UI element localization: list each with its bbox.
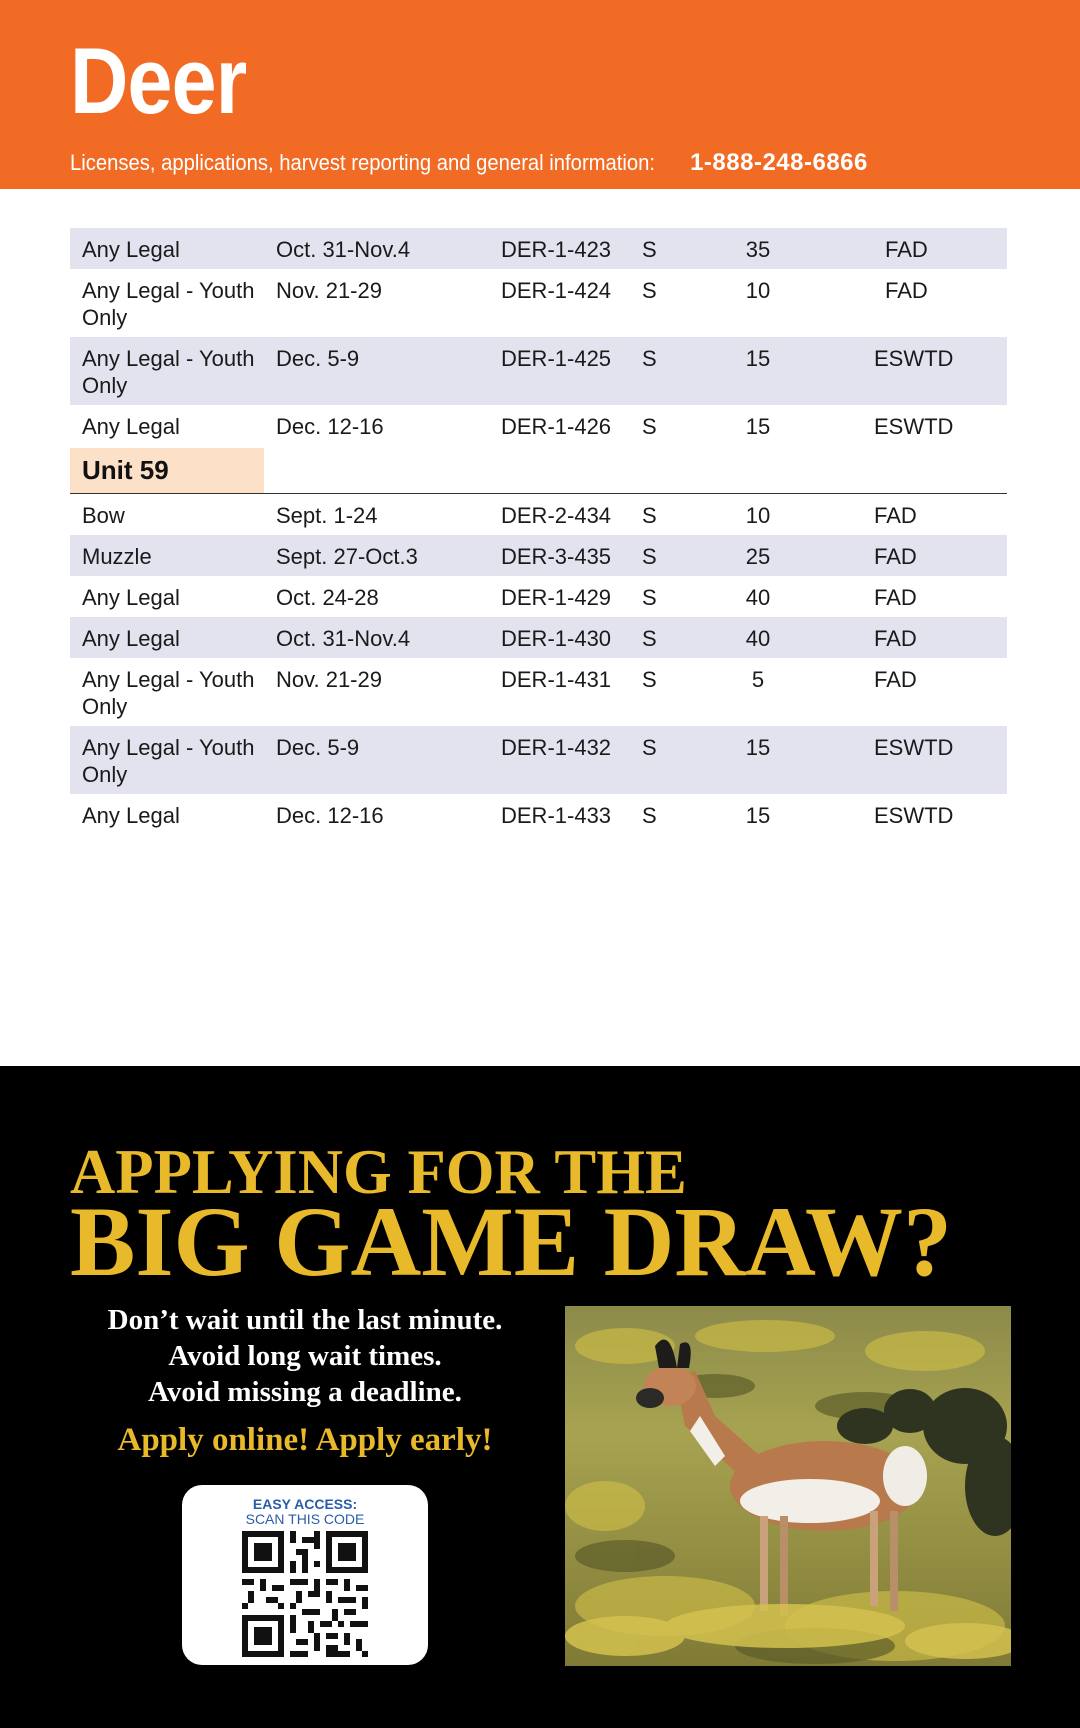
hunt-code: DER-1-430 [501, 626, 612, 651]
pronghorn-photo [565, 1306, 1011, 1666]
hunt-code: DER-1-426 [501, 414, 612, 439]
promo-call-to-action: Apply online! Apply early! [117, 1422, 493, 1458]
unit-label: Unit 59 [70, 448, 264, 493]
hunt-dates: Dec. 12-16 [276, 414, 384, 439]
hunt-type: Any Legal - Youth Only [82, 346, 255, 398]
hunt-type: Any Legal [82, 626, 180, 651]
table-row [70, 794, 1007, 835]
bag-limit: FAD [874, 585, 917, 610]
license-type: S [642, 544, 657, 569]
big-game-draw-promo [0, 1066, 1080, 1728]
hunt-code: DER-1-432 [501, 735, 612, 760]
hunt-type: Any Legal [82, 414, 180, 439]
hunt-type: Bow [82, 503, 125, 528]
hunt-type: Any Legal - Youth Only [82, 667, 255, 719]
license-count: 15 [745, 414, 771, 439]
bag-limit: ESWTD [874, 803, 954, 828]
hunt-code: DER-3-435 [501, 544, 612, 569]
page-header [0, 0, 1080, 189]
license-count: 5 [751, 667, 765, 692]
hunt-dates: Sept. 27-Oct.3 [276, 544, 418, 569]
table-row [70, 535, 1007, 576]
hunt-code: DER-1-423 [501, 237, 612, 262]
hunt-type: Any Legal [82, 585, 180, 610]
license-count: 15 [745, 735, 771, 760]
license-count: 35 [745, 237, 771, 262]
promo-text-line: Avoid missing a deadline. [148, 1376, 462, 1408]
license-type: S [642, 346, 657, 371]
bag-limit: ESWTD [874, 414, 954, 439]
hunt-table [70, 228, 1007, 835]
hunt-dates: Dec. 5-9 [276, 346, 360, 371]
table-row [70, 576, 1007, 617]
bag-limit: FAD [874, 544, 917, 569]
license-type: S [642, 237, 657, 262]
promo-body [60, 1302, 550, 1410]
qr-subtitle: SCAN THIS CODE [245, 1511, 365, 1527]
phone-number[interactable]: 1-888-248-6866 [690, 149, 868, 176]
hunt-code: DER-2-434 [501, 503, 612, 528]
license-type: S [642, 667, 657, 692]
license-type: S [642, 735, 657, 760]
hunt-code: DER-1-429 [501, 585, 612, 610]
unit-heading-row [70, 448, 1007, 494]
license-count: 10 [745, 278, 771, 303]
license-type: S [642, 414, 657, 439]
license-type: S [642, 278, 657, 303]
license-count: 40 [745, 585, 771, 610]
page-title: Deer [70, 28, 247, 133]
promo-text-line: Avoid long wait times. [168, 1340, 442, 1372]
hunt-dates: Oct. 31-Nov.4 [276, 626, 411, 651]
bag-limit: FAD [885, 278, 928, 303]
promo-heading-line2: BIG GAME DRAW? [70, 1186, 953, 1297]
table-row [70, 726, 1007, 794]
table-row [70, 228, 1007, 269]
hunt-type: Muzzle [82, 544, 152, 569]
license-type: S [642, 503, 657, 528]
qr-title: EASY ACCESS: [252, 1496, 358, 1512]
hunt-type: Any Legal - Youth Only [82, 735, 255, 787]
bag-limit: FAD [874, 667, 917, 692]
bag-limit: FAD [874, 503, 917, 528]
hunt-type: Any Legal - Youth Only [82, 278, 255, 330]
promo-heading-line1: APPLYING FOR THE [70, 1136, 687, 1207]
license-count: 40 [745, 626, 771, 651]
qr-card[interactable] [182, 1485, 428, 1665]
hunt-type: Any Legal [82, 803, 180, 828]
bag-limit: ESWTD [874, 346, 954, 371]
qr-code-icon[interactable] [242, 1531, 368, 1657]
license-type: S [642, 585, 657, 610]
license-count: 10 [745, 503, 771, 528]
table-row [70, 494, 1007, 535]
license-count: 15 [745, 346, 771, 371]
hunt-dates: Oct. 24-28 [276, 585, 379, 610]
hunt-code: DER-1-433 [501, 803, 612, 828]
hunt-dates: Nov. 21-29 [276, 667, 382, 692]
hunt-dates: Sept. 1-24 [276, 503, 378, 528]
license-count: 25 [745, 544, 771, 569]
hunt-dates: Nov. 21-29 [276, 278, 382, 303]
license-count: 15 [745, 803, 771, 828]
hunt-dates: Dec. 12-16 [276, 803, 384, 828]
bag-limit: FAD [885, 237, 928, 262]
table-row [70, 658, 1007, 726]
bag-limit: ESWTD [874, 735, 954, 760]
hunt-code: DER-1-425 [501, 346, 612, 371]
license-type: S [642, 803, 657, 828]
table-row [70, 337, 1007, 405]
hunt-code: DER-1-424 [501, 278, 612, 303]
bag-limit: FAD [874, 626, 917, 651]
hunt-code: DER-1-431 [501, 667, 612, 692]
hunt-dates: Dec. 5-9 [276, 735, 360, 760]
table-row [70, 405, 1007, 446]
promo-text-line: Don’t wait until the last minute. [107, 1304, 503, 1336]
contact-text: Licenses, applications, harvest reporting and general information: [70, 150, 656, 175]
license-type: S [642, 626, 657, 651]
table-row [70, 617, 1007, 658]
contact-line [70, 148, 868, 178]
table-row [70, 269, 1007, 337]
hunt-type: Any Legal [82, 237, 180, 262]
hunt-dates: Oct. 31-Nov.4 [276, 237, 411, 262]
